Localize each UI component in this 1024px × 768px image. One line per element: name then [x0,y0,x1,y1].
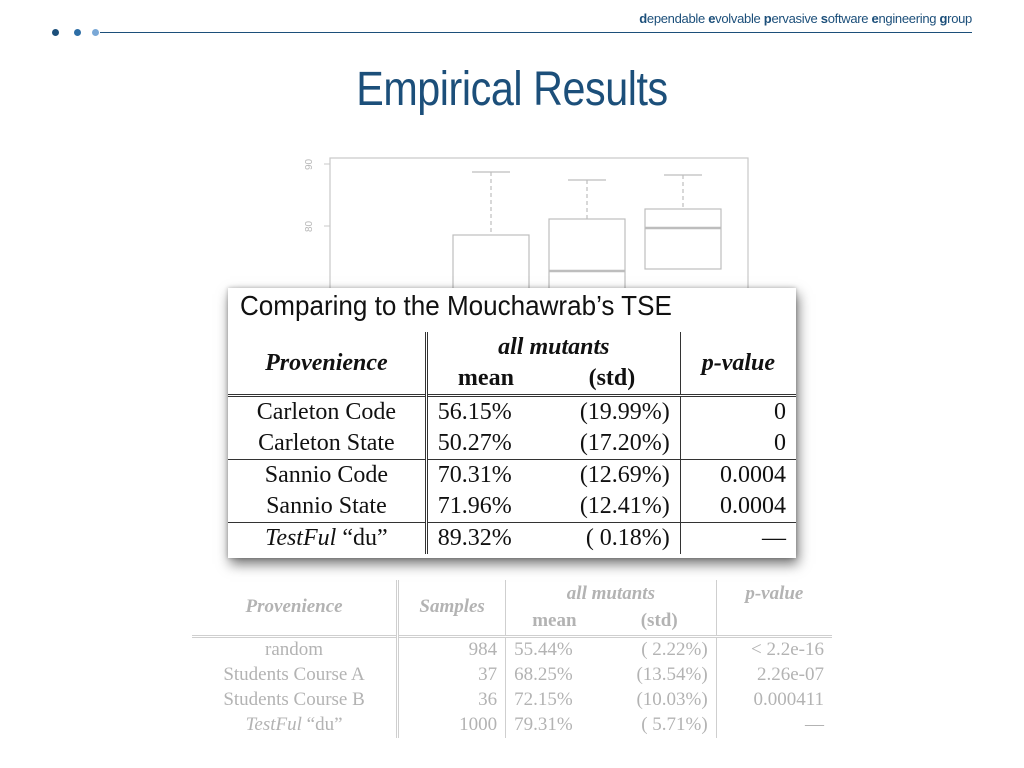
faded-cell-std: (10.03%) [603,687,717,712]
cell-pvalue: 0.0004 [680,460,796,492]
faded-cell-samples: 1000 [398,712,506,738]
boxplot-tick-80: 80 [304,220,315,232]
background-boxplot [298,150,758,290]
cell-std: (17.20%) [544,428,680,460]
cell-provenience: Carleton State [228,428,426,460]
cell-std: (12.69%) [544,460,680,492]
faded-cell-provenience-rest: “du” [306,714,343,735]
col-mean: mean [457,365,514,391]
faded-col-pvalue: p-value [745,583,804,604]
faded-cell-mean: 79.31% [514,714,573,735]
boxplot-box-2 [549,180,625,290]
comparison-table [228,332,796,554]
cell-std: (12.41%) [544,491,680,523]
header-rule [100,32,972,33]
faded-cell-samples: 37 [398,662,506,687]
col-std: (std) [544,363,680,396]
faded-cell-std: ( 2.22%) [603,636,717,662]
background-results-table [192,580,832,738]
faded-cell-pvalue: 2.26e-07 [756,663,824,685]
cell-mean: 70.31% [426,460,544,492]
faded-cell-mean: 72.15% [514,688,573,710]
faded-table-row [192,636,832,662]
boxplot-tick-90: 90 [304,158,315,170]
faded-cell-mean: 68.25% [514,663,573,685]
faded-cell-samples: 36 [398,687,506,712]
faded-cell-pvalue: — [805,714,824,735]
cell-mean: 71.96% [437,493,512,519]
faded-cell-provenience: Students Course B [192,687,398,712]
cell-provenience: Sannio Code [228,460,426,492]
cell-provenience [228,523,426,555]
faded-col-samples: Samples [398,580,506,636]
faded-cell-std: ( 5.71%) [603,712,717,738]
faded-col-std: (std) [603,608,717,636]
faded-col-all-mutants: all mutants [506,580,717,608]
table-row [228,491,796,523]
faded-cell-provenience-italic: TestFul [245,714,302,735]
cell-provenience: Carleton Code [228,396,426,429]
cell-mean: 50.27% [437,430,512,456]
header-dot-1 [52,29,59,36]
cell-provenience-italic: TestFul [265,525,337,551]
col-all-mutants: all mutants [426,332,680,363]
faded-col-provenience: Provenience [192,580,398,636]
faded-cell-samples: 984 [398,636,506,662]
cell-mean: 89.32% [426,523,544,555]
cell-mean: 56.15% [426,396,544,429]
cell-pvalue: — [680,523,796,555]
cell-provenience: Sannio State [228,491,426,523]
faded-table-row [192,687,832,712]
faded-cell-pvalue: < 2.2e-16 [716,636,832,662]
table-header-row-1 [228,332,796,363]
slide-title: Empirical Results [356,63,668,116]
card-title: Comparing to the Mouchawrab’s TSE [240,290,672,321]
table-row [228,428,796,460]
faded-cell-provenience: Students Course A [192,662,398,687]
faded-col-mean: mean [532,610,577,632]
group-name: dependable evolvable pervasive software engineering group [639,11,972,26]
header-dots [52,28,112,38]
header-dot-2 [74,29,81,36]
cell-std: (19.99%) [544,396,680,429]
faded-cell-provenience: random [192,636,398,662]
faded-table-row [192,712,832,738]
boxplot-frame [330,158,748,290]
faded-header-row-1 [192,580,832,608]
col-provenience: Provenience [228,332,426,396]
table-row [228,396,796,429]
faded-cell-mean: 55.44% [506,636,603,662]
cell-pvalue: 0 [680,396,796,429]
cell-provenience-rest: “du” [342,525,388,551]
col-pvalue: p-value [701,349,776,376]
boxplot-box-1 [453,172,529,290]
header-dot-3 [92,29,99,36]
cell-pvalue: 0 [774,430,786,456]
comparison-card [228,288,796,558]
table-row [228,460,796,492]
faded-cell-provenience [192,712,398,738]
faded-table-row [192,662,832,687]
boxplot-box-3 [645,175,721,269]
faded-cell-pvalue: 0.000411 [753,688,824,710]
table-row [228,523,796,555]
cell-std: ( 0.18%) [544,523,680,555]
faded-cell-std: (13.54%) [603,662,717,687]
cell-pvalue: 0.0004 [720,493,786,519]
